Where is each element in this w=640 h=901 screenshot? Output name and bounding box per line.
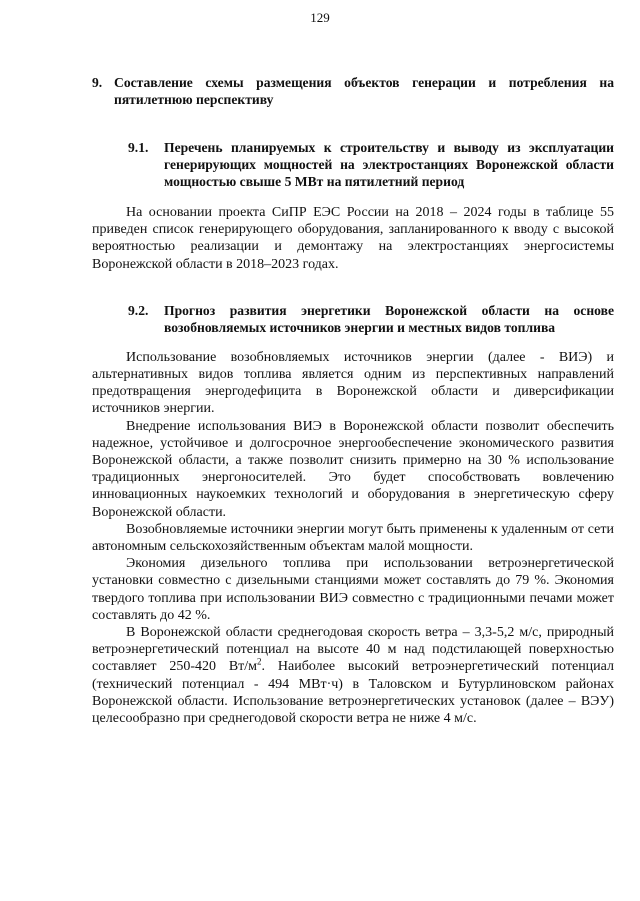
section-9-2-title: Прогноз развития энергетики Воронежской области на основе возобновляемых источников энергии и местных видов топлива [164,302,614,335]
paragraph-res-autonomous: Возобновляемые источники энергии могут быть применены к удаленным от сети автономным сельскохозяйственным объектам малой мощности. [92,521,614,555]
wind-text-superscript: 2 [257,656,262,667]
document-body [92,74,614,727]
wind-text-part2: . Наиболее высокий ветроэнергетический потенциал (технический потенциал - 494 МВт·ч) в Таловском и Бутурлиновском районах Воронежской области. Использование ветроэнергетических установок (далее – ВЭУ) целесообразно при среднегодовой скорости ветра не ниже 4 м/с. [92,659,614,727]
section-9-1-number: 9.1. [128,140,149,155]
section-9-title: Составление схемы размещения объектов генерации и потребления на пятилетнюю перспективу [114,75,614,107]
paragraph-res-implementation: Внедрение использования ВИЭ в Воронежской области позволит обеспечить надежное, устойчивое и долгосрочное энергообеспечение экономического развития Воронежской области, а также позволит снизить примерно на 30 % использование традиционных энергоносителей. Это будет способствовать вовлечению инновационных наукоемких технологий и оборудования в энергетическую сферу Воронежской области. [92,418,614,520]
section-9-1-title: Перечень планируемых к строительству и выводу из эксплуатации генерирующих мощностей на электростанциях Воронежской области мощностью свыше 5 МВт на пятилетний период [164,140,614,189]
page-number: 129 [310,10,330,25]
section-9-1-heading [128,139,614,190]
paragraph-res-usage: Использование возобновляемых источников энергии (далее - ВИЭ) и альтернативных видов топлива является одним из перспективных направлений предотвращения энергодефицита в Воронежской области и диверсификации источников энергии. [92,349,614,417]
wind-text-part1: В Воронежской области среднегодовая скорость ветра – 3,3-5,2 м/с, природный ветроэнергетический потенциал на высоте 40 м над подстилающей поверхностью составляет 250-420 Вт/м [92,625,614,675]
section-9-number: 9. [92,75,103,90]
section-9-heading [92,74,614,108]
paragraph-fuel-economy: Экономия дизельного топлива при использовании ветроэнергетической установки совместно с дизельными станциями может составлять до 79 %. Экономия твердого топлива при использовании ВИЭ совместно с традиционными печами может составлять до 42 %. [92,556,614,623]
paragraph-wind-potential [92,624,614,727]
paragraph-9-1: На основании проекта СиПР ЕЭС России на 2018 – 2024 годы в таблице 55 приведен список генерирующего оборудования, запланированного к вводу с высокой вероятностью реализации и демонтажу на электростанциях энергосистемы Воронежской области в 2018–2023 годах. [92,205,614,272]
section-9-2-heading [128,302,614,336]
section-9-2-number: 9.2. [128,302,149,318]
